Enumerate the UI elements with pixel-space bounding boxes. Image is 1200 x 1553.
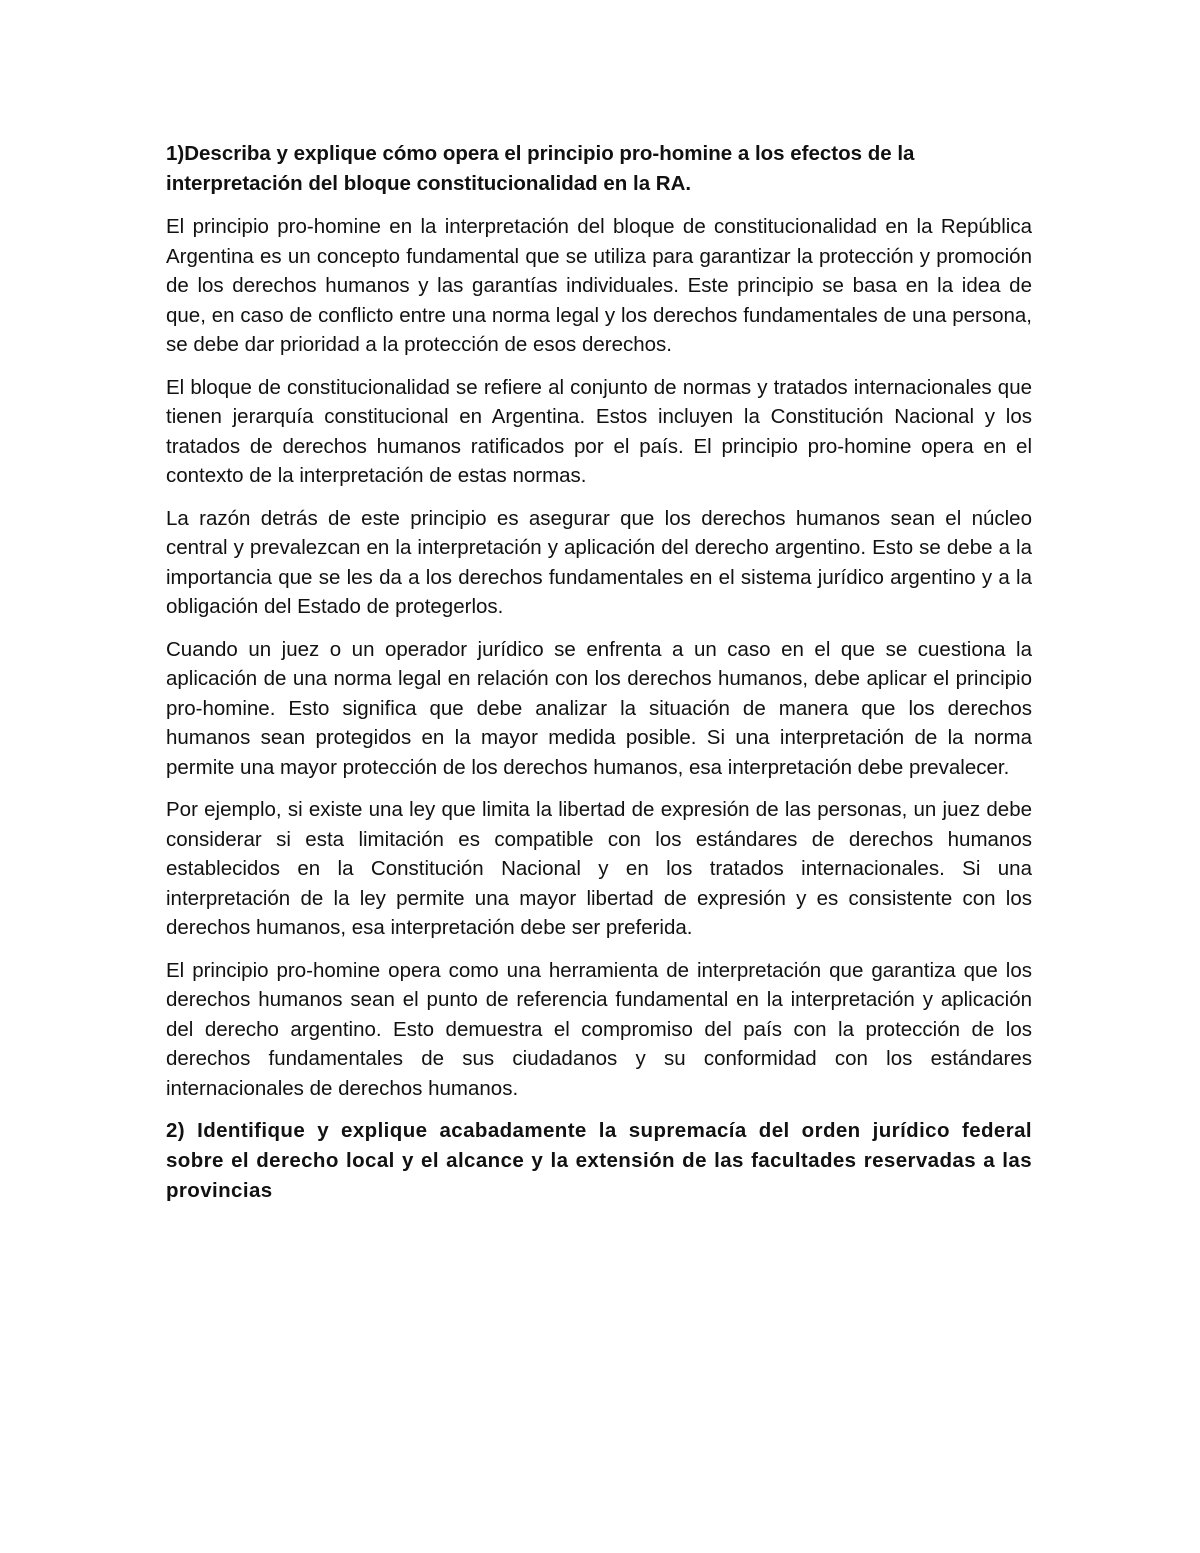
answer-paragraph-1: El principio pro-homine en la interpretación del bloque de constitucionalidad en la República Argentina es un concepto fundamental que se utiliza para garantizar la protección y promoción de los derechos humanos y las garantías individuales. Este principio se basa en la idea de que, en caso de conflicto entre una norma legal y los derechos fundamentales de una persona, se debe dar prioridad a la protección de esos derechos. bbox=[166, 215, 1032, 356]
answer-paragraph-5: Por ejemplo, si existe una ley que limita la libertad de expresión de las personas, un juez debe considerar si esta limitación es compatible con los estándares de derechos humanos establecidos en la Constitución Nacional y en los tratados internacionales. Si una interpretación de la ley permite una mayor libertad de expresión y es consistente con los derechos humanos, esa interpretación debe ser preferida. bbox=[166, 798, 1032, 939]
answer-paragraph-6: El principio pro-homine opera como una herramienta de interpretación que garantiza que los derechos humanos sean el punto de referencia fundamental en la interpretación y aplicación del derecho argentino. Esto demuestra el compromiso del país con la protección de los derechos fundamentales de sus ciudadanos y su conformidad con los estándares internacionales de derechos humanos. bbox=[166, 958, 1032, 1100]
answer-paragraph-3: La razón detrás de este principio es asegurar que los derechos humanos sean el núcleo central y prevalezcan en la interpretación y aplicación del derecho argentino. Esto se debe a la importancia que se les da a los derechos fundamentales en el sistema jurídico argentino y a la obligación del Estado de protegerlos. bbox=[166, 506, 1032, 618]
question-1-heading: 1)Describa y explique cómo opera el principio pro-homine a los efectos de la interpretación del bloque constitucionalidad en la RA. bbox=[166, 142, 915, 195]
answer-paragraph-2: El bloque de constitucionalidad se refiere al conjunto de normas y tratados internacionales que tienen jerarquía constitucional en Argentina. Estos incluyen la Constitución Nacional y los tratados de derechos humanos ratificados por el país. El principio pro-homine opera en el contexto de la interpretación de estas normas. bbox=[166, 375, 1032, 487]
document-page bbox=[166, 139, 1032, 1206]
answer-paragraph-4: Cuando un juez o un operador jurídico se enfrenta a un caso en el que se cuestiona la aplicación de una norma legal en relación con los derechos humanos, debe aplicar el principio pro-homine. Esto significa que debe analizar la situación de manera que los derechos humanos sean protegidos en la mayor medida posible. Si una interpretación de la norma permite una mayor protección de los derechos humanos, esa interpretación debe prevalecer. bbox=[166, 637, 1032, 779]
question-2-heading: 2) Identifique y explique acabadamente la supremacía del orden jurídico federal sobre el derecho local y el alcance y la extensión de las facultades reservadas a las provincias bbox=[166, 1119, 1032, 1202]
